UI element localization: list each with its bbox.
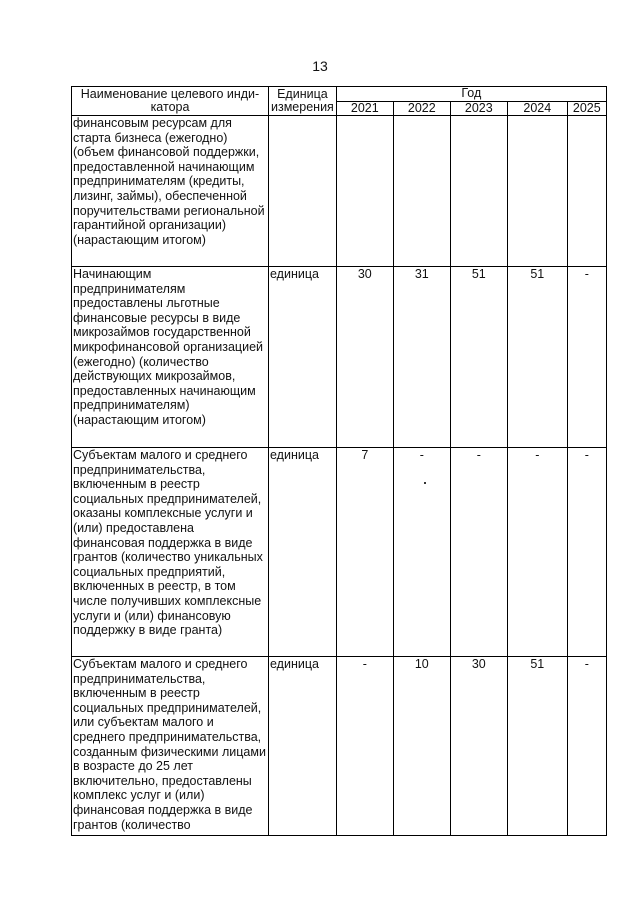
value-2021: - [336, 657, 393, 836]
header-row-1 [72, 87, 607, 102]
header-year-2025: 2025 [567, 101, 606, 116]
value-2022 [393, 116, 450, 267]
value-2022: 31 [393, 267, 450, 448]
indicator-unit: единица [269, 448, 337, 657]
value-2023 [450, 116, 507, 267]
indicator-name: Субъектам малого и среднего предпринимательства, включенным в реестр социальных предпринимателей, или субъектам малого и среднего предпринимательства, созданным физическими лицами в возрасте до 25 лет включительно, предоставлены комплекс услуг и (или) финансовая поддержка в виде грантов (количество [72, 657, 269, 836]
value-2025: - [567, 448, 606, 657]
header-year-2024: 2024 [507, 101, 567, 116]
value-2025: - [567, 267, 606, 448]
table-row [72, 657, 607, 836]
scan-speck [424, 482, 426, 484]
value-2021: 7 [336, 448, 393, 657]
indicator-unit [269, 116, 337, 267]
indicator-name: финансовым ресурсам для старта бизнеса (ежегодно) (объем финансовой поддержки, предоставленной начинающим предпринимателям (кредиты, лизинг, займы), обеспеченной поручительствами региональной гарантийной организации) (нарастающим итогом) [72, 116, 269, 267]
indicator-name: Субъектам малого и среднего предпринимательства, включенным в реестр социальных предпринимателей, оказаны комплексные услуги и (или) предоставлена финансовая поддержка в виде грантов (количество уникальных социальных предприятий, включенных в реестр, в том числе получивших комплексные услуги и (или) финансовую поддержку в виде гранта) [72, 448, 269, 657]
indicators-table [71, 86, 607, 836]
value-2023: 30 [450, 657, 507, 836]
header-unit: Единица измерения [269, 87, 337, 116]
header-year-2023: 2023 [450, 101, 507, 116]
table-row [72, 267, 607, 448]
header-year-2022: 2022 [393, 101, 450, 116]
value-2022: - [393, 448, 450, 657]
value-2025 [567, 116, 606, 267]
table-row [72, 448, 607, 657]
value-2024 [507, 116, 567, 267]
value-2024: 51 [507, 657, 567, 836]
value-2021 [336, 116, 393, 267]
value-2025: - [567, 657, 606, 836]
value-2022: 10 [393, 657, 450, 836]
indicator-unit: единица [269, 657, 337, 836]
page-number: 13 [312, 58, 328, 74]
value-2021: 30 [336, 267, 393, 448]
header-year-group: Год [336, 87, 606, 102]
value-2023: - [450, 448, 507, 657]
value-2024: 51 [507, 267, 567, 448]
value-2023: 51 [450, 267, 507, 448]
header-year-2021: 2021 [336, 101, 393, 116]
table-row [72, 116, 607, 267]
header-indicator-name: Наименование целевого инди-катора [72, 87, 269, 116]
indicator-unit: единица [269, 267, 337, 448]
indicator-name: Начинающим предпринимателям предоставлены льготные финансовые ресурсы в виде микрозаймов государственной микрофинансовой организацией (ежегодно) (количество действующих микрозаймов, предоставленных начинающим предпринимателям) (нарастающим итогом) [72, 267, 269, 448]
value-2024: - [507, 448, 567, 657]
